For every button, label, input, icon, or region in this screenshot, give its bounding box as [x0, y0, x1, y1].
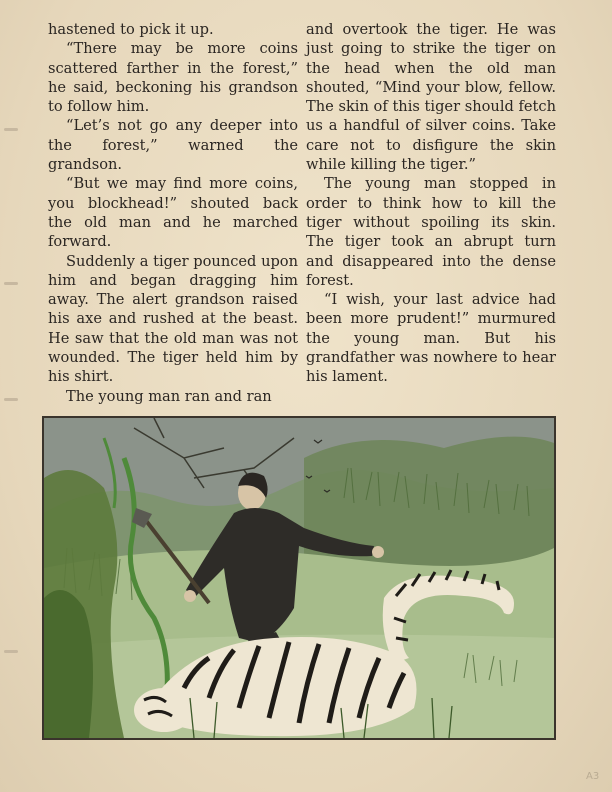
binding-mark — [4, 398, 18, 401]
paragraph: Suddenly a tiger pounced upon him and began dragging him away. The alert grandson raised his axe and rushed at the beast. He saw that the old man was not wounded. The tiger held him by his shirt. — [48, 252, 298, 386]
paragraph: “Let’s not go any deeper into the forest,” warned the grandson. — [48, 117, 298, 174]
binding-mark — [4, 128, 18, 131]
binding-mark — [4, 650, 18, 653]
paragraph: The young man ran and ran — [66, 387, 272, 405]
story-illustration — [42, 416, 556, 740]
paragraph: “There may be more coins scattered farther in the forest,” he said, beckoning his grandson to follow him. — [48, 40, 298, 116]
right-text-column — [306, 20, 556, 387]
paragraph: hastened to pick it up. — [48, 21, 214, 38]
binding-mark — [4, 282, 18, 285]
page-mark: A3 — [586, 771, 600, 782]
paragraph: The young man stopped in order to think how to kill the tiger without spoiling its skin. The tiger took an abrupt turn and disappeared into the dense forest. — [306, 175, 556, 289]
paragraph: “But we may find more coins, you blockhead!” shouted back the old man and he marched forward. — [48, 175, 298, 251]
paragraph: “I wish, your last advice had been more prudent!” murmured the young man. But his grandfather was nowhere to hear his lament. — [306, 291, 556, 386]
left-text-column — [48, 20, 298, 406]
paragraph: and overtook the tiger. He was just going to strike the tiger on the head when the old man shouted, “Mind your blow, fellow. The skin of this tiger should fetch us a handful of silver coins. Take care not to disfigure the skin while killing the tiger.” — [306, 21, 556, 174]
tiger-scene-drawing — [44, 418, 554, 738]
